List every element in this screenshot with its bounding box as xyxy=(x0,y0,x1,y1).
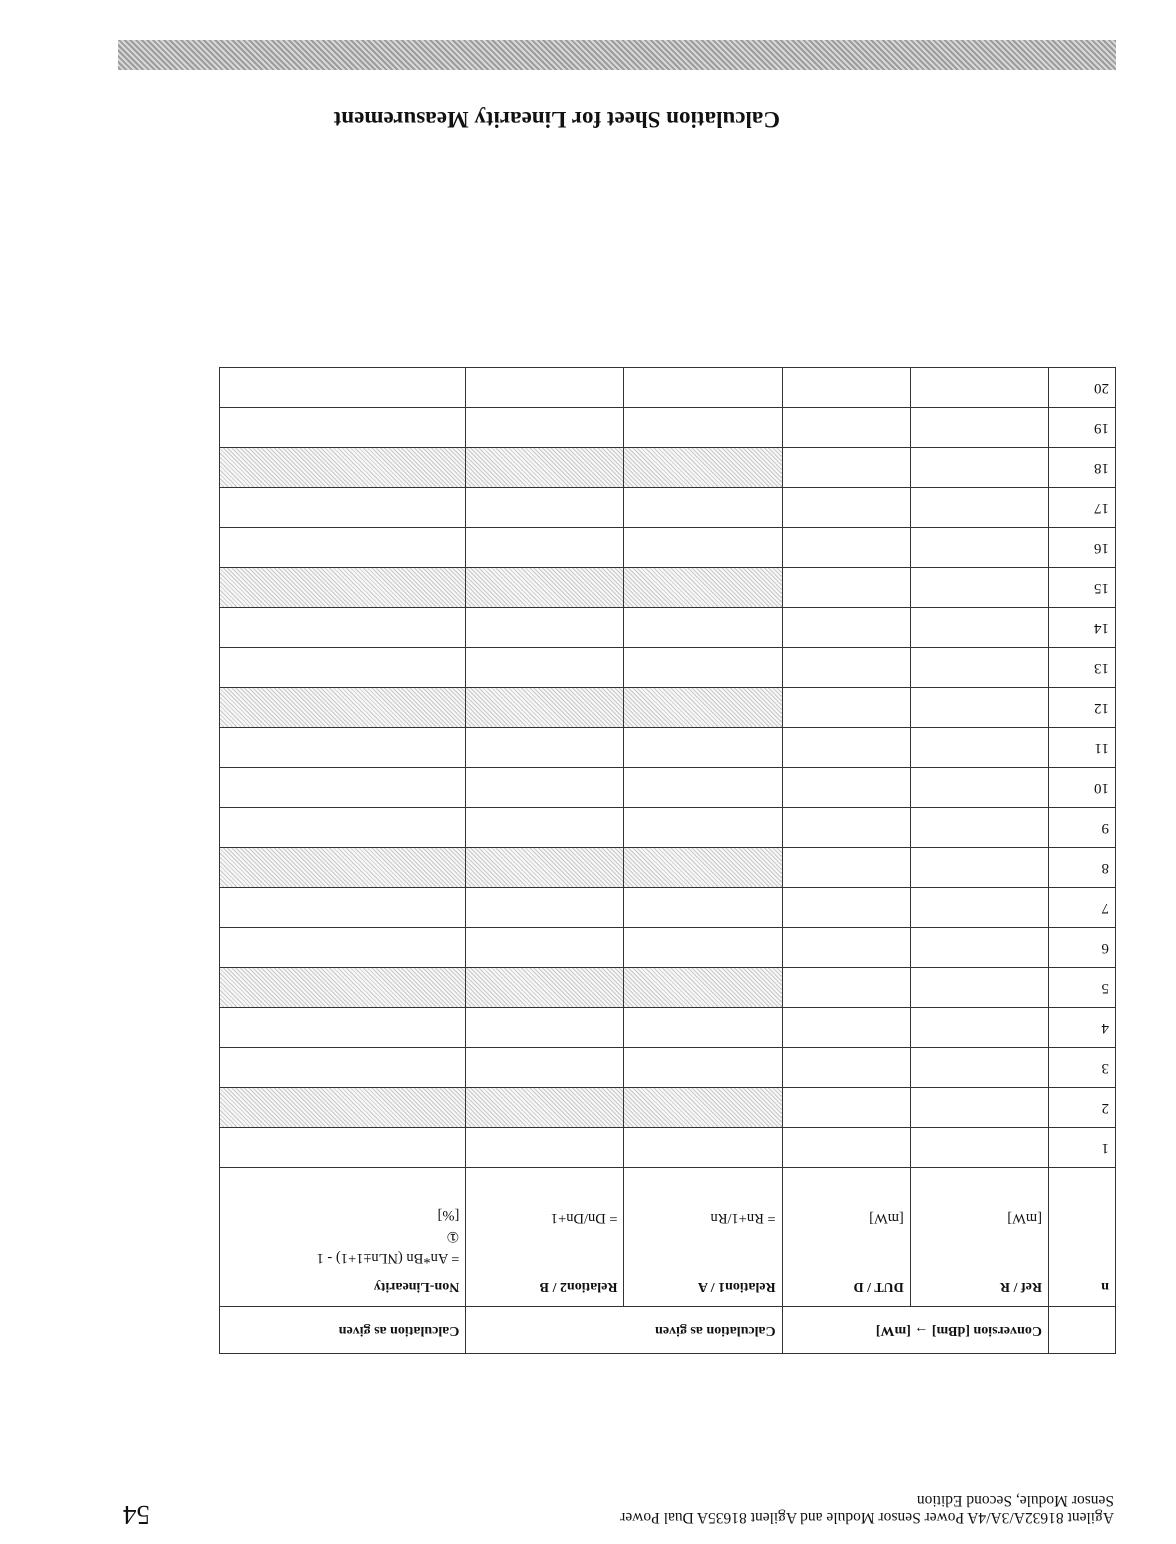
cell-ref[interactable] xyxy=(910,1008,1048,1048)
row-index: 12 xyxy=(1048,688,1115,728)
table-row xyxy=(220,928,1116,968)
cell-dut[interactable] xyxy=(782,1088,910,1128)
cell-dut[interactable] xyxy=(782,608,910,648)
row-index: 2 xyxy=(1048,1088,1115,1128)
cell-ref[interactable] xyxy=(910,1128,1048,1168)
cell-dut[interactable] xyxy=(782,488,910,528)
cell-dut[interactable] xyxy=(782,768,910,808)
cell-relation2[interactable] xyxy=(466,1048,624,1088)
row-index: 14 xyxy=(1048,608,1115,648)
linearity-calculation-table xyxy=(219,367,1116,1354)
table-row xyxy=(220,608,1116,648)
cell-dut[interactable] xyxy=(782,1048,910,1088)
cell-dut[interactable] xyxy=(782,728,910,768)
cell-ref[interactable] xyxy=(910,848,1048,888)
cell-ref[interactable] xyxy=(910,648,1048,688)
nonlinearity-formula: = An*Bn (NLn±1+1) - 1 xyxy=(316,1250,460,1266)
header-line-2: Sensor Module, Second Edition xyxy=(916,1492,1114,1509)
cell-ref[interactable] xyxy=(910,1048,1048,1088)
relation1-formula: = Rn+1/Rn xyxy=(710,1210,776,1226)
column-header-relation1: Relation1 / A = Rn+1/Rn xyxy=(624,1168,782,1307)
row-index: 13 xyxy=(1048,648,1115,688)
cell-relation2[interactable] xyxy=(466,968,624,1008)
cell-relation2[interactable] xyxy=(466,808,624,848)
cell-relation2[interactable] xyxy=(466,488,624,528)
cell-nonlinearity[interactable] xyxy=(220,888,466,928)
table-row xyxy=(220,568,1116,608)
cell-nonlinearity[interactable] xyxy=(220,368,466,408)
cell-ref[interactable] xyxy=(910,368,1048,408)
table-row xyxy=(220,888,1116,928)
cell-nonlinearity[interactable] xyxy=(220,968,466,1008)
row-index: 9 xyxy=(1048,808,1115,848)
cell-relation2[interactable] xyxy=(466,848,624,888)
cell-relation2[interactable] xyxy=(466,408,624,448)
row-index: 16 xyxy=(1048,528,1115,568)
cell-nonlinearity[interactable] xyxy=(220,928,466,968)
nonlinearity-unit: [%] xyxy=(437,1207,460,1223)
column-header-n: n xyxy=(1048,1168,1115,1307)
cell-relation1[interactable] xyxy=(624,408,782,448)
row-index: 3 xyxy=(1048,1048,1115,1088)
row-index: 17 xyxy=(1048,488,1115,528)
cell-dut[interactable] xyxy=(782,408,910,448)
cell-ref[interactable] xyxy=(910,608,1048,648)
cell-relation1[interactable] xyxy=(624,448,782,488)
cell-relation2[interactable] xyxy=(466,648,624,688)
cell-nonlinearity[interactable] xyxy=(220,528,466,568)
cell-nonlinearity[interactable] xyxy=(220,1008,466,1048)
cell-relation2[interactable] xyxy=(466,368,624,408)
table-row xyxy=(220,1048,1116,1088)
table-row xyxy=(220,1128,1116,1168)
cell-relation2[interactable] xyxy=(466,768,624,808)
cell-nonlinearity[interactable] xyxy=(220,768,466,808)
cell-relation1[interactable] xyxy=(624,488,782,528)
cell-dut[interactable] xyxy=(782,448,910,488)
cell-dut[interactable] xyxy=(782,1128,910,1168)
cell-relation1[interactable] xyxy=(624,968,782,1008)
cell-ref[interactable] xyxy=(910,888,1048,928)
table-row xyxy=(220,408,1116,448)
cell-ref[interactable] xyxy=(910,808,1048,848)
cell-relation1[interactable] xyxy=(624,568,782,608)
row-index: 5 xyxy=(1048,968,1115,1008)
table-row xyxy=(220,808,1116,848)
row-index: 19 xyxy=(1048,408,1115,448)
cell-relation2[interactable] xyxy=(466,448,624,488)
table-row xyxy=(220,768,1116,808)
column-header-nonlinearity: Non-Linearity = An*Bn (NLn±1+1) - 1 ① [%] xyxy=(220,1168,466,1307)
cell-relation2[interactable] xyxy=(466,688,624,728)
cell-dut[interactable] xyxy=(782,1008,910,1048)
cell-relation1[interactable] xyxy=(624,608,782,648)
running-header xyxy=(454,1492,1114,1526)
table-row xyxy=(220,968,1116,1008)
cell-relation1[interactable] xyxy=(624,808,782,848)
group-header-conversion: Conversion [dBm] → [mW] xyxy=(782,1307,1048,1354)
cell-ref[interactable] xyxy=(910,448,1048,488)
cell-nonlinearity[interactable] xyxy=(220,728,466,768)
cell-relation2[interactable] xyxy=(466,1008,624,1048)
table-row xyxy=(220,648,1116,688)
table-row xyxy=(220,528,1116,568)
column-header-relation2: Relation2 / B = Dn/Dn+1 xyxy=(466,1168,624,1307)
cell-relation2[interactable] xyxy=(466,528,624,568)
cell-relation1[interactable] xyxy=(624,368,782,408)
row-index: 7 xyxy=(1048,888,1115,928)
cell-ref[interactable] xyxy=(910,528,1048,568)
cell-nonlinearity[interactable] xyxy=(220,648,466,688)
cell-relation1[interactable] xyxy=(624,848,782,888)
table-row xyxy=(220,688,1116,728)
cell-relation1[interactable] xyxy=(624,688,782,728)
cell-nonlinearity[interactable] xyxy=(220,808,466,848)
cell-relation1[interactable] xyxy=(624,728,782,768)
cell-nonlinearity[interactable] xyxy=(220,488,466,528)
cell-relation2[interactable] xyxy=(466,568,624,608)
cell-nonlinearity[interactable] xyxy=(220,608,466,648)
page-number: 54 xyxy=(123,1500,150,1530)
row-index: 20 xyxy=(1048,368,1115,408)
cell-relation2[interactable] xyxy=(466,728,624,768)
column-header-ref: Ref / R [mW] xyxy=(910,1168,1048,1307)
cell-relation2[interactable] xyxy=(466,1128,624,1168)
table-row xyxy=(220,368,1116,408)
cell-relation1[interactable] xyxy=(624,1008,782,1048)
table-row xyxy=(220,488,1116,528)
group-header-nonlinearity: Calculation as given xyxy=(220,1307,466,1354)
cell-relation1[interactable] xyxy=(624,648,782,688)
cell-ref[interactable] xyxy=(910,488,1048,528)
cell-relation2[interactable] xyxy=(466,1088,624,1128)
cell-dut[interactable] xyxy=(782,568,910,608)
group-header-row xyxy=(220,1307,1116,1354)
cell-ref[interactable] xyxy=(910,928,1048,968)
cell-relation1[interactable] xyxy=(624,528,782,568)
cell-ref[interactable] xyxy=(910,768,1048,808)
header-line-1: Agilent 81632A/3A/4A Power Sensor Module and Agilent 81635A Dual Power xyxy=(620,1509,1114,1526)
cell-dut[interactable] xyxy=(782,368,910,408)
cell-nonlinearity[interactable] xyxy=(220,568,466,608)
cell-relation1[interactable] xyxy=(624,928,782,968)
table-row xyxy=(220,848,1116,888)
cell-dut[interactable] xyxy=(782,808,910,848)
column-header-dut: DUT / D [mW] xyxy=(782,1168,910,1307)
cell-dut[interactable] xyxy=(782,848,910,888)
cell-relation1[interactable] xyxy=(624,1088,782,1128)
cell-ref[interactable] xyxy=(910,408,1048,448)
cell-nonlinearity[interactable] xyxy=(220,1128,466,1168)
cell-ref[interactable] xyxy=(910,968,1048,1008)
row-index: 10 xyxy=(1048,768,1115,808)
group-header-relations: Calculation as given xyxy=(466,1307,782,1354)
cell-nonlinearity[interactable] xyxy=(220,1048,466,1088)
row-index: 4 xyxy=(1048,1008,1115,1048)
row-index: 18 xyxy=(1048,448,1115,488)
cell-dut[interactable] xyxy=(782,928,910,968)
cell-nonlinearity[interactable] xyxy=(220,1088,466,1128)
column-header-row xyxy=(220,1168,1116,1307)
table-row xyxy=(220,728,1116,768)
cell-dut[interactable] xyxy=(782,968,910,1008)
cell-dut[interactable] xyxy=(782,648,910,688)
cell-dut[interactable] xyxy=(782,528,910,568)
group-header-empty xyxy=(1048,1307,1115,1354)
cell-relation1[interactable] xyxy=(624,768,782,808)
cell-relation2[interactable] xyxy=(466,608,624,648)
cell-nonlinearity[interactable] xyxy=(220,688,466,728)
cell-ref[interactable] xyxy=(910,568,1048,608)
cell-relation1[interactable] xyxy=(624,1128,782,1168)
row-index: 15 xyxy=(1048,568,1115,608)
footnote-marker: ① xyxy=(446,1228,460,1244)
section-divider-bar xyxy=(118,40,1116,70)
row-index: 11 xyxy=(1048,728,1115,768)
cell-dut[interactable] xyxy=(782,688,910,728)
row-index: 8 xyxy=(1048,848,1115,888)
table-row xyxy=(220,1088,1116,1128)
cell-dut[interactable] xyxy=(782,888,910,928)
cell-ref[interactable] xyxy=(910,1088,1048,1128)
cell-nonlinearity[interactable] xyxy=(220,848,466,888)
cell-nonlinearity[interactable] xyxy=(220,408,466,448)
cell-ref[interactable] xyxy=(910,728,1048,768)
ref-unit: [mW] xyxy=(1007,1210,1042,1226)
cell-relation1[interactable] xyxy=(624,1048,782,1088)
row-index: 1 xyxy=(1048,1128,1115,1168)
table-row xyxy=(220,1008,1116,1048)
cell-relation1[interactable] xyxy=(624,888,782,928)
row-index: 6 xyxy=(1048,928,1115,968)
relation2-formula: = Dn/Dn+1 xyxy=(550,1210,618,1226)
cell-ref[interactable] xyxy=(910,688,1048,728)
cell-relation2[interactable] xyxy=(466,928,624,968)
section-title: Calculation Sheet for Linearity Measurement xyxy=(333,107,780,132)
dut-unit: [mW] xyxy=(869,1210,904,1226)
table-row xyxy=(220,448,1116,488)
cell-nonlinearity[interactable] xyxy=(220,448,466,488)
cell-relation2[interactable] xyxy=(466,888,624,928)
